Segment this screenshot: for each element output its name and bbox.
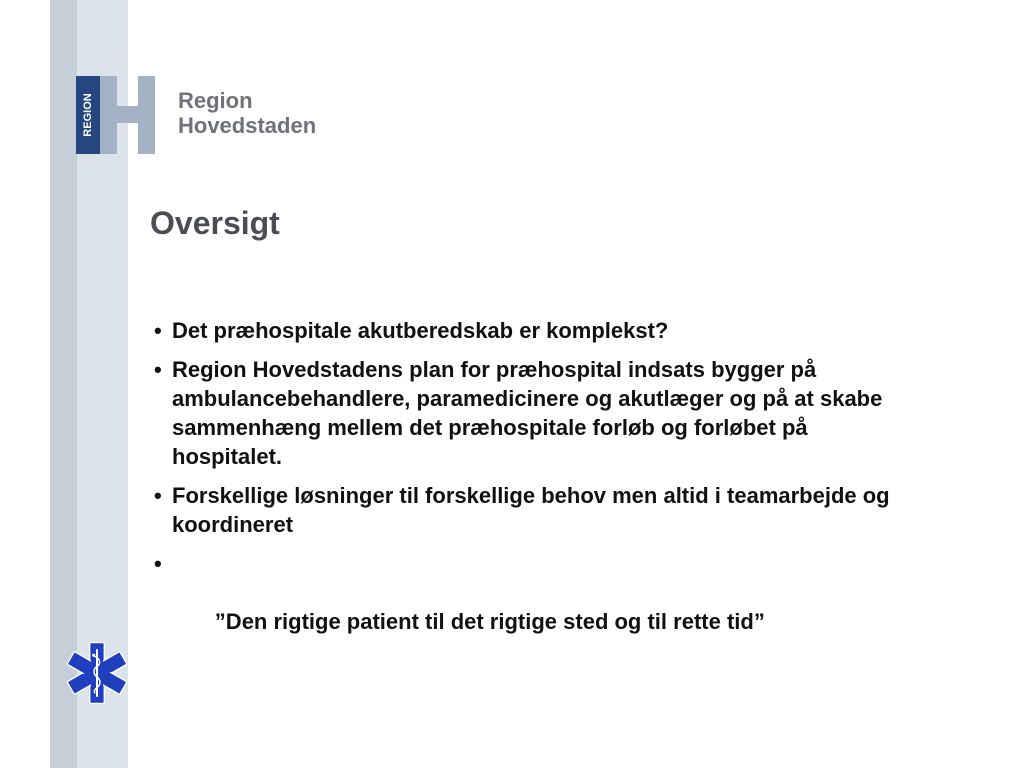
bullet-item (150, 355, 910, 471)
bullet-item (150, 481, 910, 539)
bullet-marker: • (154, 483, 162, 508)
logo-mark-icon (76, 76, 156, 154)
bullet-text: Det præhospitale akutberedskab er komplekst? (172, 318, 669, 343)
bullet-item (150, 549, 910, 665)
region-hovedstaden-logo (76, 76, 346, 154)
bullet-list (150, 316, 910, 675)
bullet-marker: • (154, 357, 162, 382)
logo-name-line2: Hovedstaden (178, 113, 317, 138)
bullet-marker: • (154, 318, 162, 343)
logo-name-line1: Region (178, 88, 253, 113)
slide-title: Oversigt (150, 205, 280, 241)
bullet-text: ”Den rigtige patient til det rigtige sted og til rette tid” (208, 609, 765, 634)
logo-vertical-text: REGION (81, 93, 94, 137)
bullet-item (150, 316, 910, 345)
bullet-text: Region Hovedstadens plan for præhospital indsats bygger på ambulancebehandlere, paramedicinere og akutlæger og på at skabe sammenhæng mellem det præhospitale forløb og forløbet på hospitalet. (172, 357, 883, 469)
star-of-life-icon (64, 640, 130, 706)
logo-wordmark (178, 88, 316, 138)
bullet-text: Forskellige løsninger til forskellige behov men altid i teamarbejde og koordineret (172, 483, 890, 537)
bullet-marker: • (154, 551, 162, 576)
